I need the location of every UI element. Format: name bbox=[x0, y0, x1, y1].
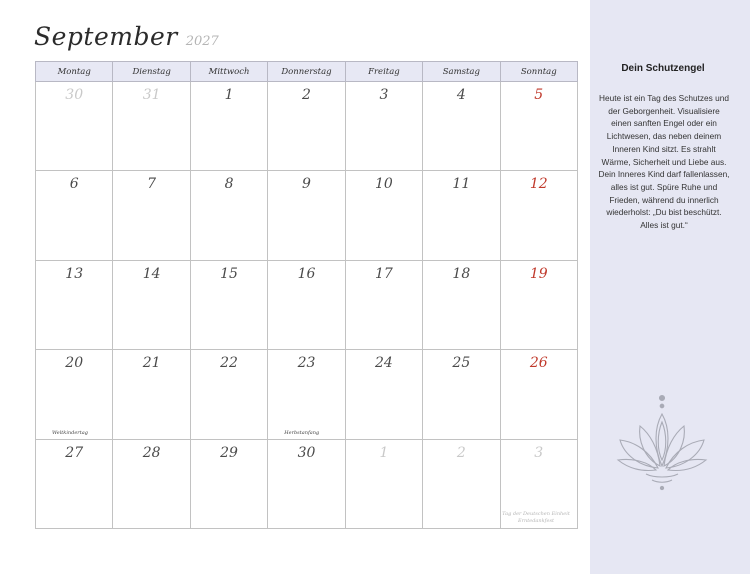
calendar-day-cell[interactable] bbox=[36, 350, 113, 439]
month-name: September bbox=[34, 22, 178, 51]
calendar-day-cell[interactable] bbox=[190, 171, 267, 260]
calendar-day-cell[interactable] bbox=[500, 82, 577, 171]
day-number: 16 bbox=[297, 265, 316, 282]
calendar-day-cell[interactable] bbox=[36, 82, 113, 171]
lotus-icon bbox=[610, 392, 714, 496]
day-number: 1 bbox=[224, 87, 234, 103]
day-number: 6 bbox=[69, 176, 79, 193]
calendar-day-cell[interactable] bbox=[345, 171, 422, 260]
day-number: 4 bbox=[456, 87, 466, 103]
calendar-day-cell[interactable] bbox=[345, 82, 422, 171]
day-number: 18 bbox=[452, 265, 471, 282]
day-number: 15 bbox=[220, 265, 238, 282]
calendar-day-cell[interactable] bbox=[500, 439, 577, 528]
calendar-day-cell[interactable] bbox=[113, 350, 190, 439]
day-number: 5 bbox=[534, 87, 544, 103]
calendar-day-cell[interactable] bbox=[500, 171, 577, 260]
day-number: 13 bbox=[65, 265, 84, 282]
holiday-label: Weltkindertag bbox=[52, 429, 88, 436]
calendar-day-cell[interactable] bbox=[113, 260, 190, 349]
month-title bbox=[34, 22, 219, 56]
day-number: 11 bbox=[452, 176, 471, 193]
calendar-week bbox=[36, 260, 578, 349]
holiday-label: Herbstanfang bbox=[284, 429, 320, 436]
day-number: 7 bbox=[147, 176, 157, 193]
calendar-day-cell[interactable] bbox=[423, 82, 500, 171]
calendar-body bbox=[36, 82, 578, 529]
weekday-dienstag: Dienstag bbox=[113, 62, 190, 82]
calendar-week bbox=[36, 171, 578, 260]
weekday-montag: Montag bbox=[36, 62, 113, 82]
day-number: 8 bbox=[224, 176, 234, 193]
day-number: 3 bbox=[379, 87, 389, 103]
day-number: 27 bbox=[65, 444, 84, 461]
weekday-donnerstag: Donnerstag bbox=[268, 62, 345, 82]
calendar-day-cell[interactable] bbox=[190, 260, 267, 349]
weekday-mittwoch: Mittwoch bbox=[190, 62, 267, 82]
calendar-day-cell[interactable] bbox=[423, 171, 500, 260]
calendar-day-cell[interactable] bbox=[345, 350, 422, 439]
weekday-samstag: Samstag bbox=[423, 62, 500, 82]
calendar-day-cell[interactable] bbox=[36, 439, 113, 528]
calendar-week bbox=[36, 350, 578, 439]
calendar-day-cell[interactable] bbox=[268, 171, 345, 260]
day-number: 26 bbox=[529, 355, 548, 372]
day-number: 25 bbox=[452, 355, 471, 372]
calendar-day-cell[interactable] bbox=[500, 350, 577, 439]
calendar-day-cell[interactable] bbox=[268, 82, 345, 171]
calendar-day-cell[interactable] bbox=[500, 260, 577, 349]
day-number: 19 bbox=[529, 265, 548, 282]
calendar-day-cell[interactable] bbox=[423, 439, 500, 528]
day-number: 1 bbox=[379, 444, 389, 461]
calendar-week bbox=[36, 82, 578, 171]
calendar-day-cell[interactable] bbox=[423, 350, 500, 439]
day-number: 10 bbox=[374, 176, 393, 193]
calendar-day-cell[interactable] bbox=[113, 171, 190, 260]
day-number: 22 bbox=[220, 355, 238, 372]
calendar-day-cell[interactable] bbox=[423, 260, 500, 349]
calendar-day-cell[interactable] bbox=[345, 439, 422, 528]
calendar-day-cell[interactable] bbox=[36, 171, 113, 260]
day-number: 28 bbox=[142, 444, 161, 461]
day-number: 12 bbox=[529, 176, 548, 193]
calendar-day-cell[interactable] bbox=[36, 260, 113, 349]
year-label: 2027 bbox=[185, 34, 219, 49]
day-number: 31 bbox=[142, 87, 161, 103]
calendar-week bbox=[36, 439, 578, 528]
day-number: 20 bbox=[65, 355, 84, 372]
quote-title: Dein Schutzengel bbox=[621, 63, 705, 74]
calendar-day-cell[interactable] bbox=[268, 439, 345, 528]
calendar-day-cell[interactable] bbox=[268, 350, 345, 439]
calendar-day-cell[interactable] bbox=[190, 439, 267, 528]
day-number: 24 bbox=[374, 355, 393, 372]
calendar-day-cell[interactable] bbox=[190, 82, 267, 171]
quote-panel bbox=[590, 0, 750, 574]
weekday-freitag: Freitag bbox=[345, 62, 422, 82]
day-number: 14 bbox=[142, 265, 161, 282]
calendar-day-cell[interactable] bbox=[268, 260, 345, 349]
weekday-header-row bbox=[36, 62, 578, 82]
weekday-sonntag: Sonntag bbox=[500, 62, 577, 82]
day-number: 30 bbox=[65, 87, 84, 103]
day-number: 17 bbox=[374, 265, 393, 282]
day-number: 9 bbox=[302, 176, 311, 193]
day-number: 21 bbox=[142, 355, 161, 372]
calendar-day-cell[interactable] bbox=[345, 260, 422, 349]
calendar-grid bbox=[35, 61, 578, 529]
quote-text: Heute ist ein Tag des Schutzes und der Geborgenheit. Visualisiere einen sanften Engel oder ein Lichtwesen, das neben deinem Inneren Kind sitzt. Es strahlt Wärme, Sicherheit und Liebe aus. Dein Inneres Kind darf fallenlassen, alles ist gut. Spüre Ruhe und Frieden, während du innerlich wiederholst: „Du bist beschützt. Alles ist gut.“ bbox=[598, 93, 730, 231]
calendar-day-cell[interactable] bbox=[190, 350, 267, 439]
day-number: 2 bbox=[302, 87, 311, 103]
day-number: 23 bbox=[297, 355, 316, 372]
day-number: 30 bbox=[297, 444, 316, 461]
calendar-day-cell[interactable] bbox=[113, 82, 190, 171]
calendar-day-cell[interactable] bbox=[113, 439, 190, 528]
day-number: 2 bbox=[456, 444, 466, 461]
day-number: 29 bbox=[220, 444, 238, 461]
next-month-holiday-label: Tag der Deutschen Einheit Erntedankfest bbox=[502, 511, 570, 524]
day-number: 3 bbox=[534, 444, 544, 461]
